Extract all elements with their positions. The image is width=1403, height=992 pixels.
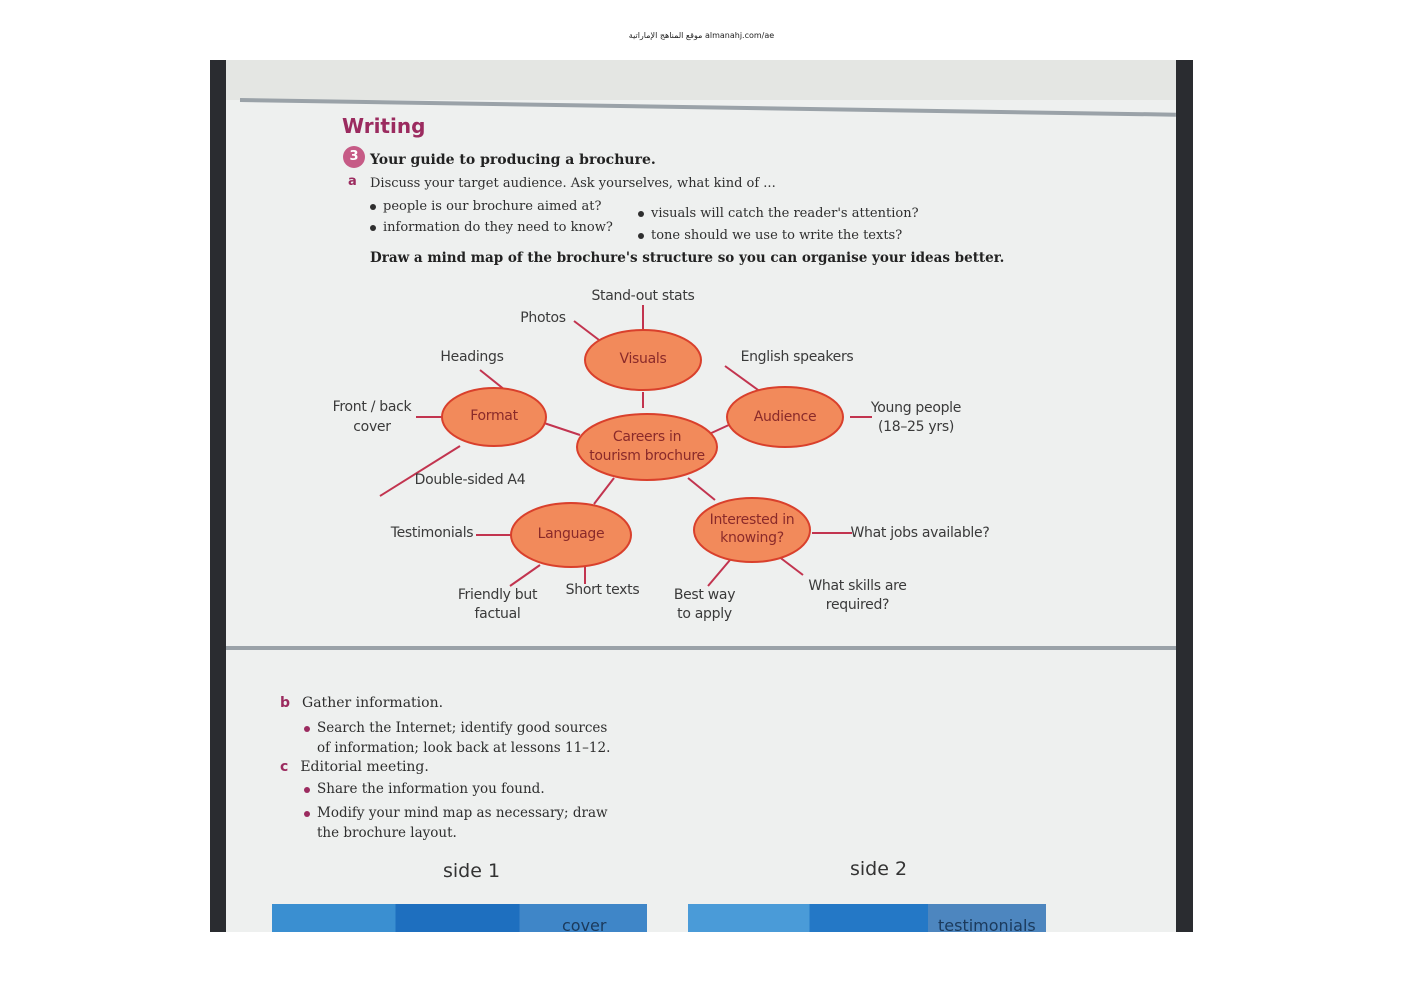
node-audience: Audience	[753, 409, 817, 425]
side-1-label: side 1	[443, 860, 501, 882]
branch-young-people: Young people (18–25 yrs)	[870, 400, 962, 435]
part-a-bullet-left-2: information do they need to know?	[370, 220, 613, 235]
bullet-icon	[304, 787, 310, 793]
branch-short-texts: Short texts	[565, 582, 640, 598]
branch-testimonials: Testimonials	[390, 525, 474, 541]
part-b-bullet-1: Search the Internet; identify good sources of information; look back at lessons 11–12.	[304, 718, 610, 758]
part-a-bullet-right-1: visuals will catch the reader's attention?	[638, 206, 919, 221]
node-language: Language	[537, 526, 605, 542]
connector-best-way	[708, 560, 730, 586]
side-1-layout-strip	[272, 904, 647, 932]
part-c-bullet-2: Modify your mind map as necessary; draw the brochure layout.	[304, 803, 608, 843]
branch-headings: Headings	[440, 349, 504, 365]
part-a-intro: Discuss your target audience. Ask yourselves, what kind of ...	[370, 176, 776, 191]
side-2-strip-label: testimonials	[938, 916, 1036, 932]
node-format: Format	[470, 408, 518, 424]
branch-english-speakers: English speakers	[740, 349, 854, 365]
side-2-label: side 2	[850, 858, 908, 880]
part-a-bullet-right-2: tone should we use to write the texts?	[638, 228, 902, 243]
connector-center-interested	[688, 478, 715, 500]
connector-headings	[480, 370, 505, 390]
branch-front-back-cover: Front / back cover	[332, 399, 412, 435]
section-title: Writing	[342, 114, 426, 138]
branch-best-way: Best way to apply	[673, 587, 736, 622]
branch-what-skills: What skills are required?	[808, 578, 907, 613]
connector-friendly	[510, 565, 540, 586]
mind-map-instruction: Draw a mind map of the brochure's structure so you can organise your ideas better.	[370, 250, 1005, 266]
mind-map	[210, 60, 1193, 932]
branch-photos: Photos	[520, 310, 566, 326]
branch-friendly: Friendly but factual	[457, 587, 538, 622]
connector-what-skills	[778, 556, 803, 575]
node-center: Careers in tourism brochure	[589, 429, 705, 464]
part-c-bullet-1: Share the information you found.	[304, 781, 545, 797]
connector-center-language	[594, 478, 614, 504]
task-title: Your guide to producing a brochure.	[370, 152, 656, 168]
part-c-heading: c Editorial meeting.	[280, 759, 429, 775]
part-a-bullet-left-1: people is our brochure aimed at?	[370, 199, 601, 214]
branch-what-jobs: What jobs available?	[850, 525, 990, 541]
side-1-strip-label: cover	[562, 916, 607, 932]
textbook-photo	[210, 60, 1193, 932]
bullet-icon	[304, 811, 310, 817]
node-interested: Interested in knowing?	[709, 512, 795, 546]
connector-center-format	[541, 422, 580, 435]
side-2-layout-strip	[688, 904, 1046, 932]
source-url-header: موقع المناهج الإماراتية almanahj.com/ae	[628, 31, 775, 40]
part-a-letter: a	[348, 174, 357, 189]
branch-double-sided: Double-sided A4	[414, 472, 526, 488]
part-b-heading: b Gather information.	[280, 695, 444, 711]
node-visuals: Visuals	[619, 351, 667, 367]
branch-stand-out-stats: Stand-out stats	[591, 288, 695, 304]
connector-double-sided	[380, 446, 460, 496]
bullet-icon	[304, 726, 310, 732]
task-number-badge: 3	[343, 146, 365, 168]
